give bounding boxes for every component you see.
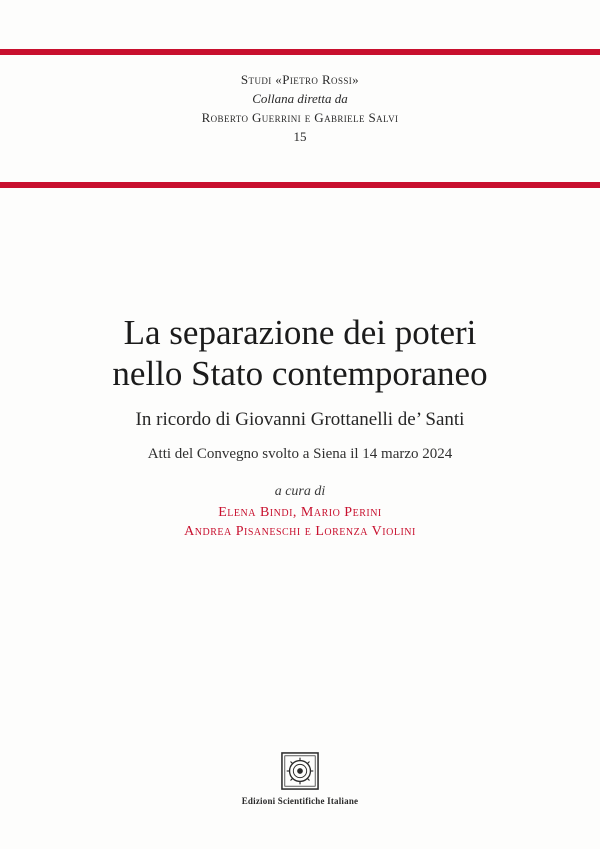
editors-block	[0, 503, 600, 541]
book-title	[0, 312, 600, 394]
curated-by-label: a cura di	[274, 484, 326, 499]
publisher-block	[0, 752, 600, 806]
publisher-seal-icon	[281, 752, 319, 790]
series-name: Studi «Pietro Rossi»	[240, 72, 360, 87]
series-directors: Roberto Guerrini e Gabriele Salvi	[201, 110, 399, 125]
editors-line1: Elena Bindi, Mario Perini	[218, 505, 382, 520]
series-directed-by: Collana diretta da	[252, 91, 348, 106]
book-title-line1: La separazione dei poteri	[123, 313, 477, 352]
publisher-name: Edizioni Scientifiche Italiane	[241, 796, 359, 806]
book-title-line2: nello Stato contemporaneo	[112, 354, 488, 393]
title-block	[0, 312, 600, 541]
book-subtitle: In ricordo di Giovanni Grottanelli de’ Santi	[135, 409, 465, 430]
book-proceedings: Atti del Convegno svolto a Siena il 14 marzo 2024	[147, 446, 453, 462]
top-red-rule	[0, 49, 600, 55]
series-block	[0, 70, 600, 146]
bottom-red-rule	[0, 182, 600, 188]
series-number: 15	[293, 129, 307, 144]
editors-line2: Andrea Pisaneschi e Lorenza Violini	[184, 524, 416, 539]
